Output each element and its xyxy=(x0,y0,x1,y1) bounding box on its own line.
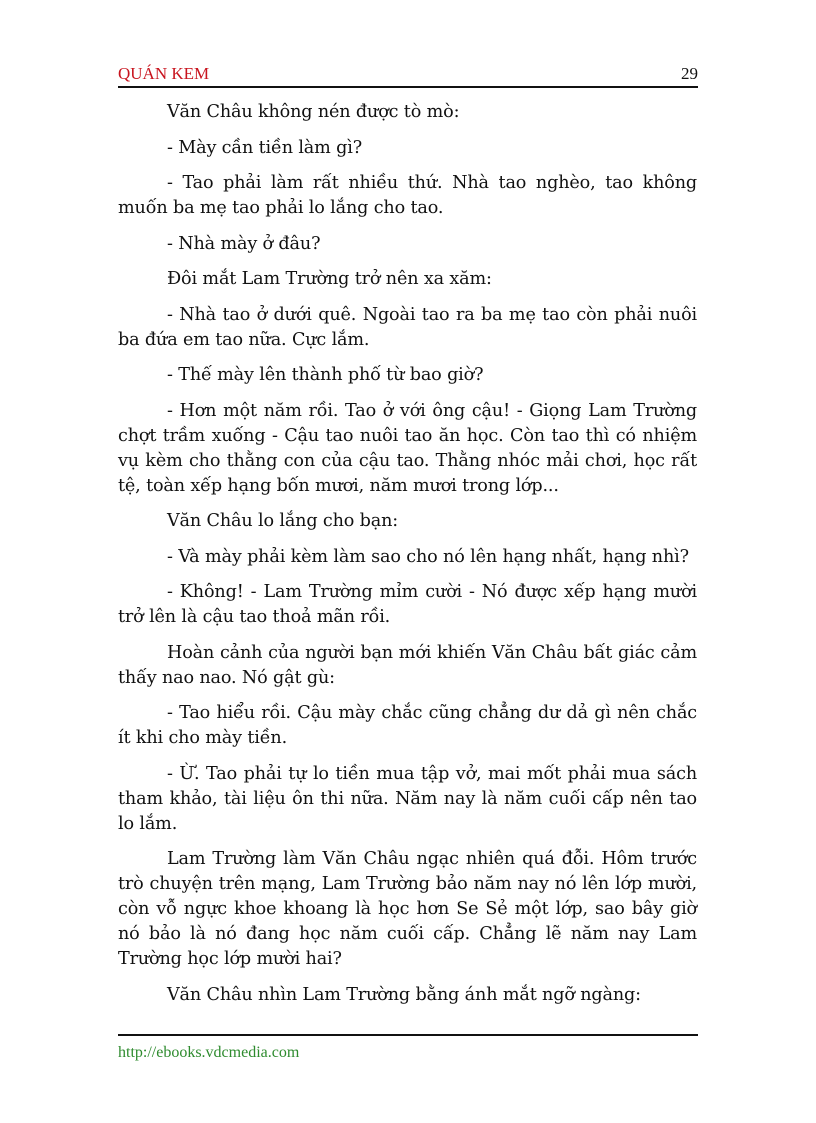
book-title: QUÁN KEM xyxy=(118,64,210,83)
page-footer xyxy=(118,1034,698,1061)
paragraph: - Tao hiểu rồi. Cậu mày chắc cũng chẳng dư dả gì nên chắc ít khi cho mày tiền. xyxy=(118,703,697,748)
paragraph: - Và mày phải kèm làm sao cho nó lên hạng nhất, hạng nhì? xyxy=(167,546,689,567)
paragraph: Văn Châu nhìn Lam Trường bằng ánh mắt ngỡ ngàng: xyxy=(167,984,641,1005)
paragraph: Văn Châu không nén được tò mò: xyxy=(167,102,460,122)
paragraph: - Nhà mày ở đâu? xyxy=(167,233,321,254)
paragraph: - Hơn một năm rồi. Tao ở với ông cậu! - Giọng Lam Trường chợt trầm xuống - Cậu tao nuôi tao ăn học. Còn tao thì có nhiệm vụ kèm cho thằng con của cậu tao. Thằng nhóc mải chơi, học rất tệ, toàn xếp hạng bốn mươi, năm mươi trong lớp... xyxy=(118,400,697,496)
page-header xyxy=(118,60,698,88)
body-text xyxy=(118,100,697,1018)
paragraph: Hoàn cảnh của người bạn mới khiến Văn Châu bất giác cảm thấy nao nao. Nó gật gù: xyxy=(118,642,697,688)
paragraph: - Ừ. Tao phải tự lo tiền mua tập vở, mai mốt phải mua sách tham khảo, tài liệu ôn thi nữa. Năm nay là năm cuối cấp nên tao lo lắm. xyxy=(118,763,697,834)
paragraph: - Nhà tao ở dưới quê. Ngoài tao ra ba mẹ tao còn phải nuôi ba đứa em tao nữa. Cực lắm. xyxy=(118,304,697,350)
paragraph: - Không! - Lam Trường mỉm cười - Nó được xếp hạng mười trở lên là cậu tao thoả mãn rồi. xyxy=(118,582,697,627)
paragraph: Lam Trường làm Văn Châu ngạc nhiên quá đỗi. Hôm trước trò chuyện trên mạng, Lam Trường bảo năm nay nó lên lớp mười, còn vỗ ngực khoe khoang là học hơn Se Sẻ một lớp, sao bây giờ nó bảo là nó đang học năm cuối cấp. Chẳng lẽ năm nay Lam Trường học lớp mười hai? xyxy=(118,849,697,969)
paragraph: - Thế mày lên thành phố từ bao giờ? xyxy=(167,365,484,385)
paragraph: - Mày cần tiền làm gì? xyxy=(167,137,362,158)
paragraph: - Tao phải làm rất nhiều thứ. Nhà tao nghèo, tao không muốn ba mẹ tao phải lo lắng cho tao. xyxy=(118,173,697,218)
footer-url-link[interactable]: http://ebooks.vdcmedia.com xyxy=(118,1044,300,1061)
paragraph: Văn Châu lo lắng cho bạn: xyxy=(167,511,399,531)
page-number: 29 xyxy=(681,64,698,83)
paragraph: Đôi mắt Lam Trường trở nên xa xăm: xyxy=(167,269,492,289)
